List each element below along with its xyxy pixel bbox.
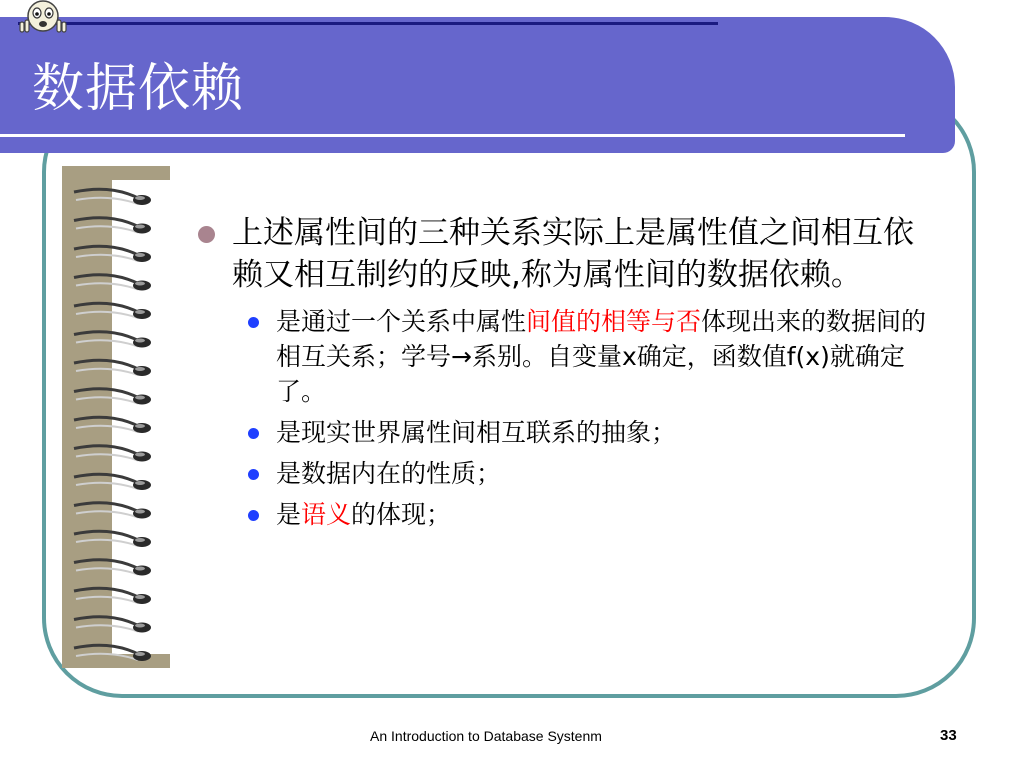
spiral-ring	[74, 275, 151, 291]
sub-bullet-dot	[248, 428, 259, 439]
spiral-ring	[74, 531, 151, 547]
spiral-ring	[74, 303, 151, 319]
spiral-ring	[74, 617, 151, 633]
spiral-ring	[74, 645, 151, 661]
title-rule-top	[18, 22, 718, 25]
sub-bullet-emphasis: 间值的相等与否	[526, 307, 702, 336]
spiral-ring	[74, 560, 151, 576]
sub-bullet-emphasis: 语义	[301, 500, 352, 529]
sub-bullet-list	[196, 304, 936, 532]
sub-bullet	[248, 456, 936, 491]
title-band	[0, 17, 955, 153]
main-bullet-text: 上述属性间的三种关系实际上是属性值之间相互依赖又相互制约的反映,称为属性间的数据依赖。	[232, 215, 914, 293]
sub-bullet-text-tail: 的体现；	[351, 500, 452, 529]
sub-bullet-dot	[248, 510, 259, 521]
page-number: 33	[940, 727, 957, 744]
sub-bullet-dot	[248, 317, 259, 328]
sub-bullet-text-tail: 体现出来的数据间的相互关系；学号→系别。自变量x确定，函数值f(x)就确定了。	[276, 307, 927, 406]
spiral-ring	[74, 189, 151, 205]
spiral-ring	[74, 246, 151, 262]
spiral-ring	[74, 417, 151, 433]
spiral-ring	[74, 389, 151, 405]
slide-content	[196, 212, 936, 538]
main-bullet-dot	[198, 226, 215, 243]
spiral-ring	[74, 332, 151, 348]
spiral-ring	[74, 474, 151, 490]
spiral-binding	[62, 166, 170, 668]
sub-bullet-text: 是数据内在的性质；	[276, 459, 502, 488]
slide-title: 数据依赖	[32, 59, 245, 119]
sub-bullet	[248, 497, 936, 532]
sub-bullet-text: 是	[276, 500, 302, 529]
sub-bullet	[248, 415, 936, 450]
sub-bullet-dot	[248, 469, 259, 480]
main-bullet	[196, 212, 936, 296]
footer-text: An Introduction to Database Systenm	[370, 728, 602, 744]
sub-bullet	[248, 304, 936, 409]
spiral-ring	[74, 588, 151, 604]
spiral-ring	[74, 360, 151, 376]
spiral-ring	[74, 446, 151, 462]
spiral-ring	[74, 218, 151, 234]
title-rule-bottom	[0, 134, 905, 137]
cartoon-face-icon	[18, 0, 68, 36]
sub-bullet-text: 是现实世界属性间相互联系的抽象；	[276, 418, 677, 447]
spiral-ring	[74, 503, 151, 519]
sub-bullet-text: 是通过一个关系中属性	[276, 307, 527, 336]
